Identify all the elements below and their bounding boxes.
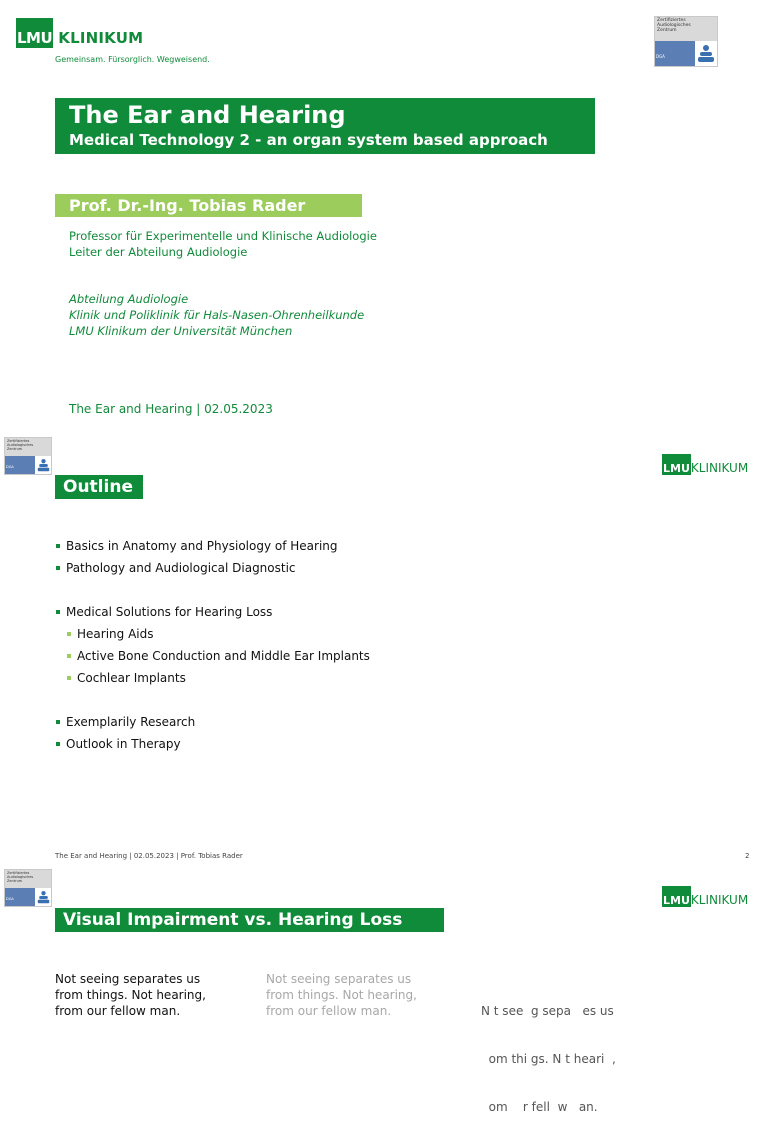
institution-line-3: LMU Klinikum der Universität München <box>69 324 293 338</box>
cert-line-2: Audiologisches <box>657 23 691 28</box>
cert-line-2: Audiologisches <box>7 443 34 447</box>
cert-footer: DGA <box>6 465 14 469</box>
title-banner <box>55 98 595 154</box>
outline-item: Outlook in Therapy <box>55 733 555 755</box>
institution-line-2: Klinik und Poliklinik für Hals-Nasen-Ohrenheilkunde <box>69 308 365 322</box>
cert-line-2: Audiologisches <box>7 875 34 879</box>
institution-block <box>69 291 364 339</box>
author-name: Prof. Dr.-Ing. Tobias Rader <box>69 196 306 215</box>
slide-subtitle: Medical Technology 2 - an organ system based approach <box>69 131 548 149</box>
lmu-klinikum-logo-small <box>662 886 748 908</box>
outline-item: Medical Solutions for Hearing Loss <box>55 601 555 623</box>
outline-subitem: Active Bone Conduction and Middle Ear Implants <box>55 645 555 667</box>
cert-line-3: Zentrum <box>657 28 677 33</box>
quote-line: from our fellow man. <box>55 1004 181 1018</box>
outline-subitem: Hearing Aids <box>55 623 555 645</box>
cert-footer: DGA <box>6 897 14 901</box>
outline-item: Basics in Anatomy and Physiology of Hearing <box>55 535 555 557</box>
slide3-title: Visual Impairment vs. Hearing Loss <box>63 910 403 930</box>
outline-title: Outline <box>63 477 133 497</box>
quote-degraded <box>481 971 616 1131</box>
logo-name: KLINIKUM <box>690 461 749 475</box>
outline-banner <box>55 475 143 499</box>
slide3-title-banner <box>55 908 444 932</box>
logo-tagline: Gemeinsam. Fürsorglich. Wegweisend. <box>55 55 210 64</box>
quote-line: Not seeing separates us <box>55 972 201 986</box>
logo-lmu-box: LMU <box>662 454 691 475</box>
slide1-footer: The Ear and Hearing | 02.05.2023 <box>69 402 273 416</box>
cert-line-1: Zertifiziertes <box>657 18 686 23</box>
outline-item: Pathology and Audiological Diagnostic <box>55 557 555 579</box>
logo-lmu-box: LMU <box>16 18 53 48</box>
logo-name: KLINIKUM <box>58 29 144 47</box>
cert-footer: DGA <box>656 54 665 59</box>
cert-line-3: Zentrum <box>7 447 23 451</box>
quote-line: Not seeing separates us <box>266 972 412 986</box>
logo-lmu-box: LMU <box>662 886 691 907</box>
role-line-1: Professor für Experimentelle und Klinische Audiologie <box>69 229 377 243</box>
cert-line-1: Zertifiziertes <box>7 439 30 443</box>
quote-line: N t see g sepa es us <box>481 1004 614 1018</box>
page-number: 2 <box>745 852 750 860</box>
outline-subitem: Cochlear Implants <box>55 667 555 689</box>
certification-badge-small <box>4 869 52 907</box>
quote-normal <box>55 971 206 1019</box>
certification-badge <box>654 16 718 67</box>
person-icon <box>695 41 717 66</box>
cert-line-1: Zertifiziertes <box>7 871 30 875</box>
quote-blurred <box>266 971 417 1019</box>
slide2-footer: The Ear and Hearing | 02.05.2023 | Prof. Tobias Rader <box>55 852 243 860</box>
lmu-klinikum-logo-small <box>662 454 748 476</box>
quote-line: om r fell w an. <box>481 1100 598 1114</box>
author-roles <box>69 228 377 260</box>
quote-line: om thi gs. N t heari , <box>481 1052 616 1066</box>
lmu-klinikum-logo <box>16 18 143 48</box>
outline-list <box>55 535 555 755</box>
quote-line: from things. Not hearing, <box>266 988 417 1002</box>
person-icon <box>35 456 51 474</box>
certification-badge-small <box>4 437 52 475</box>
role-line-2: Leiter der Abteilung Audiologie <box>69 245 248 259</box>
slide-title: The Ear and Hearing <box>69 101 346 129</box>
cert-line-3: Zentrum <box>7 879 23 883</box>
quote-line: from things. Not hearing, <box>55 988 206 1002</box>
quote-line: from our fellow man. <box>266 1004 392 1018</box>
author-banner <box>55 194 362 217</box>
person-icon <box>35 888 51 906</box>
outline-item: Exemplarily Research <box>55 711 555 733</box>
institution-line-1: Abteilung Audiologie <box>69 292 189 306</box>
logo-name: KLINIKUM <box>690 893 749 907</box>
